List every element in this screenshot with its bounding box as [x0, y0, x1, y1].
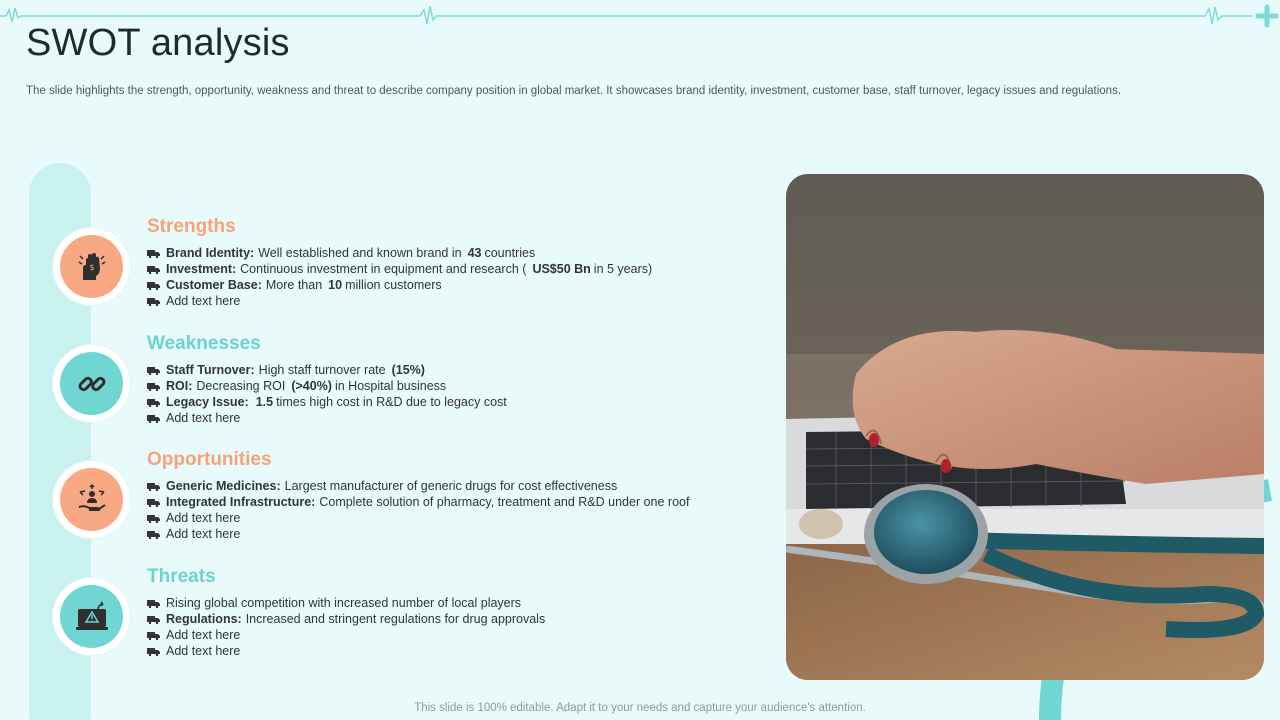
ambulance-bullet-icon [147, 366, 160, 375]
item-label: Integrated Infrastructure: [166, 495, 316, 509]
opportunities-list [147, 478, 767, 542]
ambulance-bullet-icon [147, 514, 160, 523]
weaknesses-list [147, 362, 767, 426]
item-text: Decreasing ROI [196, 379, 286, 393]
ambulance-bullet-icon [147, 382, 160, 391]
ambulance-bullet-icon [147, 297, 160, 306]
list-item [147, 261, 767, 277]
weaknesses-section [147, 333, 767, 426]
list-item [147, 293, 767, 309]
item-label: Regulations: [166, 612, 242, 626]
item-text: Increased and stringent regulations for drug approvals [245, 612, 546, 626]
item-label: Generic Medicines: [166, 479, 281, 493]
page-title: SWOT analysis [26, 22, 290, 64]
list-item [147, 643, 767, 659]
list-item [147, 494, 767, 510]
list-item [147, 410, 767, 426]
item-text: Add text here [166, 411, 241, 425]
plus-icon [1258, 7, 1276, 25]
list-item [147, 611, 767, 627]
ambulance-bullet-icon [147, 498, 160, 507]
item-number: (15%) [391, 363, 425, 377]
ambulance-bullet-icon [147, 249, 160, 258]
ambulance-bullet-icon [147, 398, 160, 407]
weaknesses-icon-badge [53, 345, 130, 422]
item-text: More than [265, 278, 323, 292]
strengths-section [147, 216, 767, 309]
ambulance-bullet-icon [147, 615, 160, 624]
item-label: Customer Base: [166, 278, 262, 292]
warning-laptop-icon [74, 600, 110, 634]
opportunities-section [147, 449, 767, 542]
ambulance-bullet-icon [147, 530, 160, 539]
ambulance-bullet-icon [147, 265, 160, 274]
ambulance-bullet-icon [147, 482, 160, 491]
item-text-suffix: in Hospital business [334, 379, 447, 393]
list-item [147, 378, 767, 394]
item-number: US$50 Bn [532, 262, 591, 276]
weaknesses-heading: Weaknesses [147, 333, 261, 354]
threats-list [147, 595, 767, 659]
list-item [147, 526, 767, 542]
list-item [147, 277, 767, 293]
item-text-suffix: in 5 years) [593, 262, 653, 276]
hand-money-icon [75, 250, 109, 284]
ambulance-bullet-icon [147, 599, 160, 608]
item-number: 1.5 [255, 395, 274, 409]
item-text: Largest manufacturer of generic drugs for cost effectiveness [284, 479, 618, 493]
threats-section [147, 566, 767, 659]
item-text: Add text here [166, 511, 241, 525]
ambulance-bullet-icon [147, 281, 160, 290]
item-text: Add text here [166, 628, 241, 642]
item-number: (>40%) [291, 379, 332, 393]
item-text: Add text here [166, 644, 241, 658]
item-text: Continuous investment in equipment and research ( [240, 262, 527, 276]
list-item [147, 245, 767, 261]
opportunities-heading: Opportunities [147, 449, 272, 470]
svg-text:$: $ [88, 262, 95, 272]
ambulance-bullet-icon [147, 647, 160, 656]
item-number: 10 [328, 278, 343, 292]
item-number: 43 [467, 246, 482, 260]
item-label: Legacy Issue: [166, 395, 249, 409]
item-label: Brand Identity: [166, 246, 255, 260]
item-text: Add text here [166, 294, 241, 308]
list-item [147, 394, 767, 410]
list-item [147, 478, 767, 494]
item-text: Well established and known brand in [258, 246, 462, 260]
threats-icon-badge [53, 578, 130, 655]
list-item [147, 595, 767, 611]
hand-person-arrows-icon [75, 483, 109, 517]
item-label: Investment: [166, 262, 237, 276]
item-text-suffix: million customers [345, 278, 442, 292]
laptop-stethoscope-photo [786, 174, 1264, 680]
list-item [147, 362, 767, 378]
list-item [147, 627, 767, 643]
item-text-suffix: countries [484, 246, 536, 260]
strengths-list [147, 245, 767, 309]
opportunities-icon-badge [53, 461, 130, 538]
item-text: High staff turnover rate [258, 363, 386, 377]
page-subtitle: The slide highlights the strength, opportunity, weakness and threat to describe company position in global market. It showcases brand identity, investment, customer base, staff turnover, legacy issues and regulations. [26, 85, 1122, 97]
item-text: Complete solution of pharmacy, treatment and R&D under one roof [319, 495, 690, 509]
strengths-heading: Strengths [147, 216, 236, 237]
ambulance-bullet-icon [147, 414, 160, 423]
item-text: Add text here [166, 527, 241, 541]
footer-note: This slide is 100% editable. Adapt it to your needs and capture your audience's attention. [414, 702, 866, 714]
strengths-icon-badge [53, 228, 130, 305]
list-item [147, 510, 767, 526]
ambulance-bullet-icon [147, 631, 160, 640]
item-label: ROI: [166, 379, 193, 393]
item-label: Staff Turnover: [166, 363, 255, 377]
threats-heading: Threats [147, 566, 216, 587]
broken-link-icon [75, 367, 109, 401]
item-text-suffix: times high cost in R&D due to legacy cost [276, 395, 507, 409]
item-text: Rising global competition with increased number of local players [166, 596, 522, 610]
